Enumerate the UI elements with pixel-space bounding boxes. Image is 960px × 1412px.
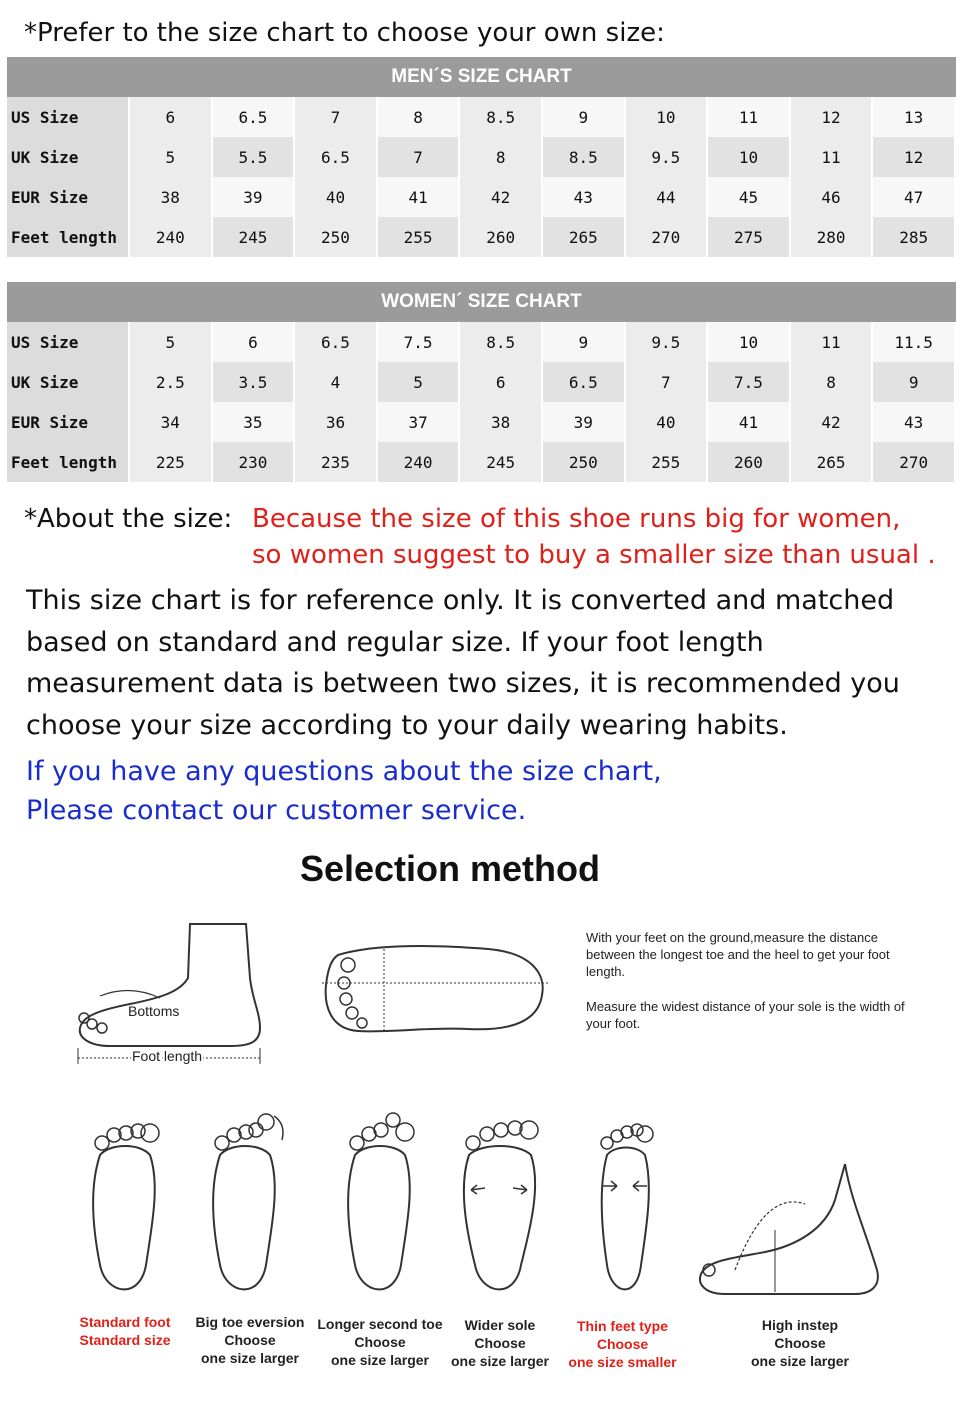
size-cell: 10 (707, 137, 790, 177)
size-cell: 260 (707, 442, 790, 482)
selection-method-title: Selection method (299, 848, 601, 889)
size-cell: 12 (790, 97, 873, 137)
size-cell: 8 (790, 362, 873, 402)
womens-size-chart (7, 282, 956, 482)
measure-width-text: Measure the widest distance of your sole is the width of your foot. (586, 999, 905, 1031)
foot-length-label: Foot length (132, 1048, 203, 1064)
size-cell: 225 (129, 442, 212, 482)
row-label: US Size (7, 322, 129, 362)
size-cell: 270 (872, 442, 955, 482)
size-cell: 43 (872, 402, 955, 442)
size-cell: 245 (212, 217, 295, 257)
size-cell: 6.5 (212, 97, 295, 137)
size-cell: 250 (294, 217, 377, 257)
foot-type-second-toe (310, 1315, 450, 1369)
size-cell: 34 (129, 402, 212, 442)
size-cell: 265 (790, 442, 873, 482)
size-cell: 42 (790, 402, 873, 442)
size-cell: 255 (377, 217, 460, 257)
size-cell: 43 (542, 177, 625, 217)
foot-type-line3: one size larger (450, 1353, 550, 1369)
mens-size-chart (7, 57, 956, 257)
size-cell: 6.5 (294, 322, 377, 362)
row-label: UK Size (7, 137, 129, 177)
size-cell: 40 (294, 177, 377, 217)
size-cell: 36 (294, 402, 377, 442)
foot-type-line1: Big toe eversion (195, 1314, 305, 1330)
size-cell: 250 (542, 442, 625, 482)
foot-type-wider-sole (440, 1316, 560, 1370)
size-cell: 8.5 (459, 97, 542, 137)
size-cell: 260 (459, 217, 542, 257)
size-cell: 40 (625, 402, 708, 442)
womens-chart-title: WOMEN´ SIZE CHART (7, 282, 956, 322)
side-foot-diagram (70, 918, 270, 1068)
size-cell: 270 (625, 217, 708, 257)
foot-type-line2: Choose (474, 1335, 526, 1351)
size-cell: 240 (129, 217, 212, 257)
size-cell: 5 (129, 322, 212, 362)
size-cell: 44 (625, 177, 708, 217)
size-cell: 45 (707, 177, 790, 217)
size-row (7, 97, 955, 137)
size-cell: 235 (294, 442, 377, 482)
size-cell: 7 (294, 97, 377, 137)
mens-chart-title: MEN´S SIZE CHART (7, 57, 956, 97)
size-cell: 41 (377, 177, 460, 217)
size-cell: 10 (707, 322, 790, 362)
size-cell: 12 (872, 137, 955, 177)
high-instep-icon (695, 1160, 895, 1310)
size-cell: 2.5 (129, 362, 212, 402)
foot-type-line1: Thin feet type (576, 1318, 668, 1334)
size-cell: 255 (625, 442, 708, 482)
foot-type-line2: Choose (224, 1332, 276, 1348)
sole-top-diagram (318, 935, 553, 1045)
foot-type-line3: one size larger (330, 1352, 430, 1368)
size-cell: 265 (542, 217, 625, 257)
size-cell: 9 (542, 97, 625, 137)
size-cell: 39 (212, 177, 295, 217)
foot-type-line3: one size larger (200, 1350, 300, 1366)
row-label: US Size (7, 97, 129, 137)
measure-length-text: With your feet on the ground,measure the distance between the longest toe and the heel to get your foot length. (586, 930, 890, 979)
size-cell: 5 (377, 362, 460, 402)
size-row (7, 177, 955, 217)
size-cell: 35 (212, 402, 295, 442)
row-label: Feet length (7, 442, 129, 482)
size-cell: 37 (377, 402, 460, 442)
standard-foot-icon (80, 1115, 170, 1310)
size-cell: 8 (377, 97, 460, 137)
intro-text: *Prefer to the size chart to choose your own size: (24, 18, 665, 48)
size-cell: 11.5 (872, 322, 955, 362)
size-cell: 38 (129, 177, 212, 217)
size-cell: 6 (459, 362, 542, 402)
size-cell: 245 (459, 442, 542, 482)
size-cell: 240 (377, 442, 460, 482)
foot-type-line2: Choose (354, 1334, 406, 1350)
size-cell: 9 (872, 362, 955, 402)
size-cell: 11 (790, 137, 873, 177)
bottoms-label: Bottoms (128, 1003, 180, 1019)
size-cell: 46 (790, 177, 873, 217)
size-cell: 9 (542, 322, 625, 362)
size-cell: 5.5 (212, 137, 295, 177)
size-cell: 6 (212, 322, 295, 362)
size-row (7, 402, 955, 442)
size-cell: 7.5 (377, 322, 460, 362)
size-cell: 47 (872, 177, 955, 217)
foot-type-line2: Choose (596, 1336, 649, 1352)
about-size-label: *About the size: (24, 504, 233, 534)
size-cell: 230 (212, 442, 295, 482)
size-warning-line-1: Because the size of this shoe runs big for women, (252, 504, 901, 534)
foot-type-line3: one size larger (750, 1353, 850, 1369)
size-cell: 6.5 (294, 137, 377, 177)
size-cell: 9.5 (625, 322, 708, 362)
foot-type-line1: High instep (761, 1317, 839, 1333)
row-label: EUR Size (7, 177, 129, 217)
size-cell: 41 (707, 402, 790, 442)
size-cell: 7 (625, 362, 708, 402)
size-cell: 280 (790, 217, 873, 257)
thin-feet-icon (585, 1110, 665, 1310)
foot-type-line1: Standard foot (79, 1314, 171, 1330)
foot-type-high-instep (735, 1316, 865, 1370)
size-cell: 38 (459, 402, 542, 442)
contact-line-1: If you have any questions about the size chart, (26, 756, 662, 787)
size-cell: 285 (872, 217, 955, 257)
size-row (7, 442, 955, 482)
foot-type-line1: Wider sole (464, 1317, 536, 1333)
size-cell: 8.5 (542, 137, 625, 177)
foot-type-line1: Longer second toe (317, 1316, 443, 1332)
size-cell: 5 (129, 137, 212, 177)
size-cell: 13 (872, 97, 955, 137)
size-warning-line-2: so women suggest to buy a smaller size than usual . (252, 540, 936, 570)
size-cell: 7.5 (707, 362, 790, 402)
foot-type-line2: Choose (774, 1335, 826, 1351)
size-cell: 42 (459, 177, 542, 217)
contact-line-2: Please contact our customer service. (26, 795, 527, 826)
size-cell: 11 (707, 97, 790, 137)
foot-type-line2: Standard size (79, 1332, 171, 1348)
size-cell: 9.5 (625, 137, 708, 177)
mens-size-table (7, 97, 956, 257)
longer-second-toe-icon (335, 1110, 425, 1310)
foot-type-thin (555, 1317, 690, 1371)
size-row (7, 362, 955, 402)
foot-type-standard (50, 1313, 200, 1349)
size-cell: 8 (459, 137, 542, 177)
size-row (7, 217, 955, 257)
reference-paragraph: This size chart is for reference only. It is converted and matched based on standard and regular size. If your foot length measurement data is between two sizes, it is recommended you choose your size according to your daily wearing habits. (26, 585, 900, 741)
size-cell: 39 (542, 402, 625, 442)
foot-type-big-toe (180, 1313, 320, 1367)
size-cell: 7 (377, 137, 460, 177)
size-cell: 6.5 (542, 362, 625, 402)
foot-type-line3: one size smaller (568, 1354, 677, 1370)
size-cell: 8.5 (459, 322, 542, 362)
size-cell: 275 (707, 217, 790, 257)
size-row (7, 137, 955, 177)
size-cell: 11 (790, 322, 873, 362)
size-cell: 4 (294, 362, 377, 402)
size-row (7, 322, 955, 362)
size-cell: 3.5 (212, 362, 295, 402)
size-cell: 10 (625, 97, 708, 137)
womens-size-table (7, 322, 956, 482)
row-label: Feet length (7, 217, 129, 257)
wider-sole-icon (455, 1110, 545, 1310)
row-label: UK Size (7, 362, 129, 402)
row-label: EUR Size (7, 402, 129, 442)
size-cell: 6 (129, 97, 212, 137)
big-toe-eversion-icon (200, 1110, 295, 1310)
